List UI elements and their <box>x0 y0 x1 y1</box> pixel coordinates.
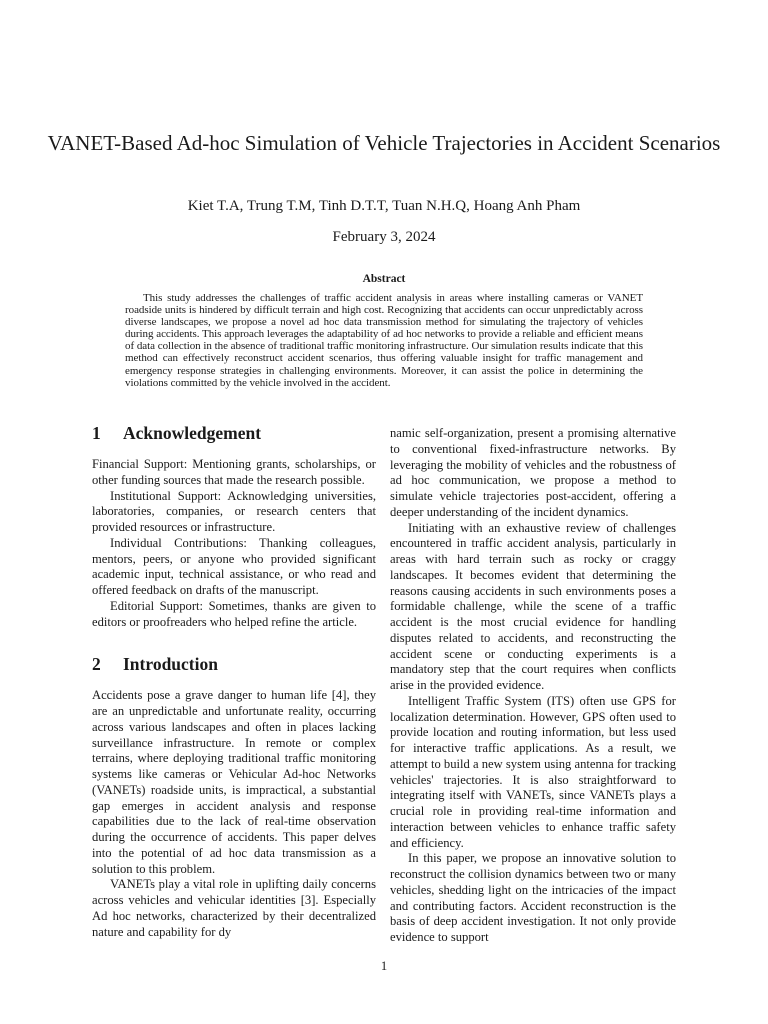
abstract-text: This study addresses the challenges of traffic accident analysis in areas where installing cameras or VANET roadside units is hindered by difficult terrain and high cost. Recognizing that accidents can occur unpredictably across diverse landscapes, we propose a novel ad hoc data transmission method for simulating the trajectory of vehicles during accidents. This approach leverages the adaptability of ad hoc networks to provide a reliable and efficient means of data collection in the absence of traditional traffic monitoring infrastructure. Our simulation results indicate that this method can effectively reconstruct accident scenarios, thus offering valuable insight for traffic management and emergency response strategies in challenging environments. Moreover, it can assist the police in determining the violations committed by the vehicle involved in the accident. <box>125 292 643 389</box>
paragraph: Accidents pose a grave danger to human life [4], they are an unpredictable and unfortunate reality, occurring across various landscapes and often in places lacking surveillance infrastructure. In remote or complex terrains, where deploying traditional traffic monitoring systems like cameras or Vehicular Ad-hoc Networks (VANETs) roadside units, is impractical, a substantial gap emerges in accident analysis and response capabilities due to the lack of real-time observation during the occurrence of accidents. This paper delves into the potential of ad hoc data transmission as a solution to this problem. <box>92 688 376 876</box>
paper-date: February 3, 2024 <box>332 229 436 245</box>
left-column <box>92 422 376 940</box>
page-number: 1 <box>380 959 388 973</box>
paragraph-part: VANETs play a vital role in uplifting daily concerns across vehicles and vehicular identities [3]. Especially Ad hoc networks, characterized by their decentralized nature and capability for dy <box>92 877 376 939</box>
paragraph: Individual Contributions: Thanking colleagues, mentors, peers, or anyone who provided significant academic input, technical assistance, or who read and offered feedback on drafts of the manuscript. <box>92 535 376 597</box>
paragraph: Financial Support: Mentioning grants, scholarships, or other funding sources that made the research possible. <box>92 457 376 487</box>
section-title: Acknowledgement <box>123 423 262 443</box>
section-heading-acknowledgement <box>92 422 376 444</box>
right-column <box>390 426 676 946</box>
abstract-heading: Abstract <box>362 273 406 285</box>
paper-title: VANET-Based Ad-hoc Simulation of Vehicle Trajectories in Accident Scenarios <box>47 131 721 155</box>
paragraph: In this paper, we propose an innovative solution to reconstruct the collision dynamics between two or many vehicles, shedding light on the intricacies of the impact and contributing factors. Accident reconstruction is the basis of deep accident investigation. It not only provide evidence to support <box>390 851 676 944</box>
paper-authors: Kiet T.A, Trung T.M, Tinh D.T.T, Tuan N.H.Q, Hoang Anh Pham <box>187 198 581 214</box>
paragraph: Initiating with an exhaustive review of challenges encountered in traffic accident analysis, particularly in areas with hard terrain such as rocky or craggy landscapes. It becomes evident that determining the reasons causing accidents in such environments poses a formidable challenge, while the scene of a traffic accident is the most crucial evidence for handling disputes related to accidents, and reconstructing the accident scene or conducting experiments is a mandatory step that the court requires when conflicts arise in the provided evidence. <box>390 520 676 692</box>
paragraph <box>92 877 376 940</box>
section-number: 1 <box>92 423 101 443</box>
paragraph: Institutional Support: Acknowledging universities, laboratories, companies, or research centers that provided resources or infrastructure. <box>92 488 376 534</box>
paragraph-continued: namic self-organization, present a promising alternative to conventional fixed-infrastructure networks. By leveraging the mobility of vehicles and the robustness of ad hoc communication, we propose a method to simulate vehicle trajectories post-accident, offering a deeper understanding of the incident dynamics. <box>390 426 676 519</box>
paragraph: Intelligent Traffic System (ITS) often use GPS for localization determination. However, GPS often used to provide location and routing information, but less used for interactive traffic applications. As a result, we attempt to build a new system using antenna for tracking vehicles' trajectories. It is also straightforward to integrating itself with VANETs, since VANETs plays a crucial role in providing real-time information and interaction between vehicles to enhance traffic safety and efficiency. <box>390 693 676 850</box>
section-heading-introduction <box>92 653 376 675</box>
section-number: 2 <box>92 654 101 675</box>
section-title: Introduction <box>123 654 218 675</box>
paragraph: Editorial Support: Sometimes, thanks are given to editors or proofreaders who helped refine the article. <box>92 598 376 629</box>
